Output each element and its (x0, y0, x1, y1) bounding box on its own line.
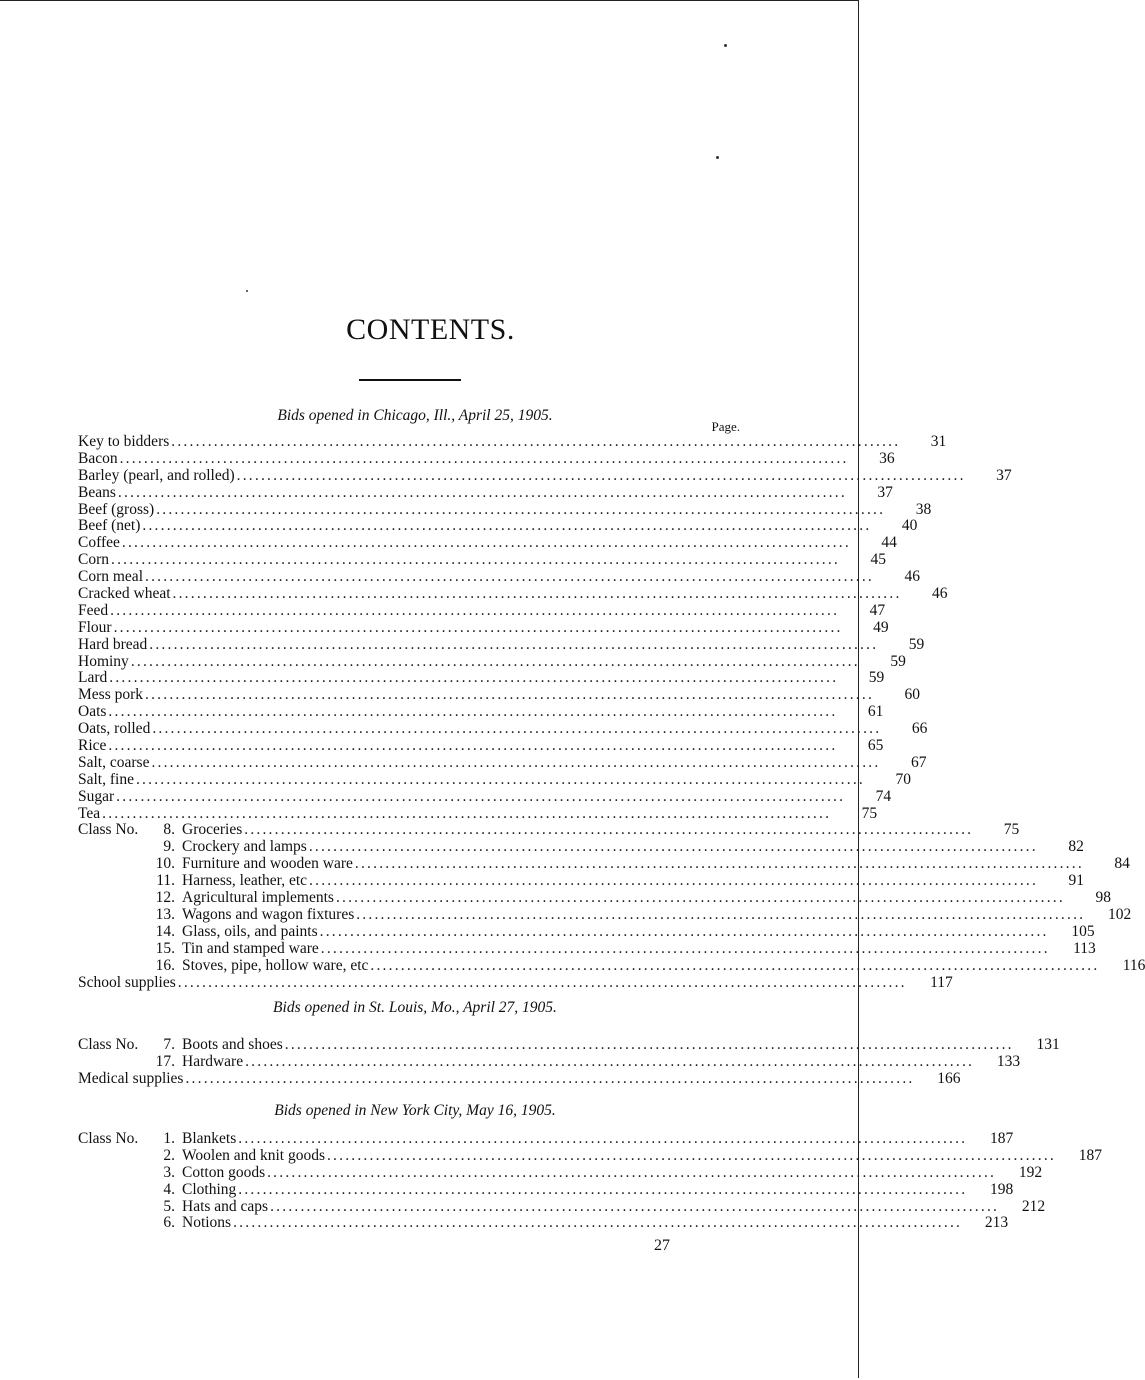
toc-entry (78, 956, 1145, 975)
toc-class-number: 1. (163, 1130, 175, 1147)
dot-leader: ........................................................................................................................ (130, 652, 860, 670)
section-entries-chicago (78, 433, 1145, 991)
toc-entry-page: 60 (904, 686, 921, 704)
toc-entry-label: Sugar (78, 787, 115, 805)
toc-entry-page: 198 (990, 1180, 1014, 1198)
toc-entry-label: Barley (pearl, and rolled) (78, 466, 235, 484)
toc-entry-label: Groceries (182, 821, 243, 839)
toc-entry-page: 36 (879, 449, 895, 467)
toc-class-number: 17. (155, 1052, 175, 1070)
dot-leader: ........................................................................................................................ (238, 1130, 968, 1147)
toc-entry-page: 46 (932, 585, 948, 603)
toc-entry (78, 466, 1012, 485)
dot-leader: ........................................................................................................................ (270, 1197, 1000, 1215)
toc-entry-page: 74 (875, 787, 892, 805)
toc-entry-label: Key to bidders (78, 433, 170, 450)
toc-class-number: 11. (156, 872, 175, 890)
dot-leader: ........................................................................................................................ (245, 1052, 975, 1070)
section-entries-new-york (78, 1130, 1102, 1232)
toc-entry (78, 568, 920, 586)
toc-entry (78, 720, 928, 738)
toc-entry-label: School supplies (78, 973, 176, 991)
dot-leader: ........................................................................................................................ (111, 551, 840, 569)
toc-entry-label: Cracked wheat (78, 585, 171, 603)
toc-entry-label: Oats (78, 703, 107, 721)
dot-leader: ........................................................................................................................ (185, 1069, 915, 1087)
toc-class-prefix: Class No. (78, 1130, 139, 1147)
toc-class-number: 6. (163, 1214, 175, 1232)
dot-leader: ........................................................................................................................ (109, 669, 839, 687)
toc-entry-label: Salt, coarse (78, 753, 150, 771)
toc-class-number: 15. (155, 939, 175, 957)
toc-entry-page: 59 (868, 669, 885, 687)
toc-entry (78, 804, 878, 823)
page-number: 27 (654, 1237, 670, 1254)
section-heading-new-york: Bids opened in New York City, May 16, 1905. (274, 1102, 556, 1119)
dot-leader: ........................................................................................................................ (284, 1036, 1014, 1053)
dot-leader: ........................................................................................................................ (238, 1180, 968, 1198)
toc-entry-page: 59 (890, 652, 906, 670)
toc-class-prefix: Class No. (78, 1036, 139, 1053)
toc-entry-label: Glass, oils, and paints (182, 922, 318, 940)
toc-entry-label: Clothing (182, 1180, 237, 1198)
toc-entry (78, 517, 918, 535)
toc-entry-label: Rice (78, 737, 107, 755)
toc-entry (78, 1069, 961, 1088)
dot-leader: ........................................................................................................................ (117, 483, 847, 501)
toc-entry (78, 872, 1085, 890)
toc-entry (78, 433, 947, 451)
title-rule (359, 379, 461, 381)
dot-leader: ........................................................................................................................ (145, 568, 874, 586)
toc-entry-label: Tin and stamped ware (182, 939, 319, 957)
dot-leader: ........................................................................................................................ (108, 703, 838, 721)
toc-class-number: 10. (155, 855, 175, 873)
toc-entry-label: Salt, fine (78, 770, 134, 788)
toc-entry-label: Beef (net) (78, 517, 141, 535)
toc-entry-page: 166 (937, 1069, 961, 1087)
toc-entry-page: 47 (869, 601, 886, 619)
toc-class-number: 12. (155, 889, 175, 907)
toc-entry-label: Tea (78, 804, 101, 822)
toc-entry-page: 31 (930, 433, 947, 450)
toc-entry (78, 618, 889, 637)
toc-entry-page: 212 (1021, 1197, 1046, 1215)
toc-entry-page: 65 (867, 737, 884, 755)
toc-entry-label: Lard (78, 669, 108, 687)
toc-entry (78, 500, 932, 519)
toc-entry (78, 1163, 1043, 1182)
toc-entry (78, 1130, 1014, 1148)
dot-leader: ........................................................................................................................ (142, 517, 872, 535)
toc-entry (78, 753, 927, 772)
toc-entry-page: 131 (1036, 1036, 1060, 1053)
toc-entry-label: Beef (gross) (78, 500, 155, 518)
toc-entry (78, 889, 1111, 907)
dot-leader: ........................................................................................................................ (102, 804, 832, 822)
dot-leader: ........................................................................................................................ (309, 872, 1039, 890)
toc-entry-page: 37 (877, 483, 893, 501)
toc-entry (78, 1146, 1102, 1165)
dot-leader: ........................................................................................................................ (149, 635, 879, 653)
toc-entry (78, 973, 953, 992)
toc-entry-label: Corn (78, 551, 109, 569)
toc-entry-page: 84 (1114, 855, 1130, 873)
toc-entry (78, 905, 1132, 924)
dot-leader: ........................................................................................................................ (356, 905, 1086, 923)
toc-entry-page: 70 (895, 770, 911, 788)
toc-entry (78, 652, 906, 671)
dot-leader: ........................................................................................................................ (171, 433, 901, 450)
toc-entry-page: 61 (867, 703, 884, 721)
toc-class-number: 2. (163, 1146, 175, 1164)
section-heading-chicago: Bids opened in Chicago, Ill., April 25, 1905. (277, 407, 553, 424)
toc-entry (78, 1214, 1009, 1232)
toc-entry-label: Coffee (78, 534, 120, 552)
toc-entry-page: 46 (904, 568, 920, 586)
toc-entry-label: Oats, rolled (78, 720, 151, 738)
section-heading-st-louis: Bids opened in St. Louis, Mo., April 27, 1905. (273, 999, 557, 1016)
toc-entry-page: 105 (1071, 922, 1095, 940)
toc-entry (78, 483, 893, 502)
toc-entry-page: 49 (873, 618, 889, 636)
toc-entry-label: Furniture and wooden ware (182, 855, 353, 873)
toc-entry-label: Bacon (78, 449, 118, 467)
toc-entry-label: Woolen and knit goods (182, 1146, 325, 1164)
toc-class-number: 8. (163, 821, 175, 839)
dot-leader: ........................................................................................................................ (108, 737, 838, 755)
toc-entry-page: 117 (930, 973, 953, 991)
toc-entry-label: Blankets (182, 1130, 237, 1147)
toc-entry (78, 770, 911, 789)
toc-entry (78, 1180, 1014, 1199)
toc-class-number: 4. (163, 1180, 175, 1198)
toc-entry-page: 38 (915, 500, 932, 518)
toc-entry (78, 669, 885, 687)
toc-entry-label: Crockery and lamps (182, 838, 307, 856)
dot-leader: ........................................................................................................................ (116, 787, 846, 805)
toc-entry (78, 703, 884, 721)
toc-entry-page: 67 (910, 753, 927, 771)
toc-entry-page: 213 (984, 1214, 1009, 1232)
scan-speck (724, 44, 727, 47)
toc-class-number: 3. (163, 1163, 175, 1181)
toc-entry-label: Beans (78, 483, 116, 501)
toc-entry-page: 59 (908, 635, 925, 653)
toc-entry-page: 75 (1003, 821, 1020, 839)
toc-entry-page: 192 (1018, 1163, 1043, 1181)
toc-entry-label: Stoves, pipe, hollow ware, etc (182, 956, 369, 974)
toc-entry-label: Feed (78, 601, 109, 619)
toc-class-prefix: Class No. (78, 821, 139, 839)
dot-leader: ........................................................................................................................ (110, 601, 840, 619)
toc-entry-page: 40 (901, 517, 918, 535)
toc-entry (78, 449, 895, 468)
toc-entry (78, 855, 1130, 873)
toc-entry-page: 91 (1068, 872, 1085, 890)
dot-leader: ........................................................................................................................ (121, 534, 851, 552)
toc-entry (78, 1036, 1060, 1054)
dot-leader: ........................................................................................................................ (135, 770, 865, 788)
toc-entry (78, 1197, 1046, 1216)
toc-entry-label: Harness, leather, etc (182, 872, 308, 890)
toc-entry-page: 45 (870, 551, 886, 569)
toc-entry-label: Agricultural implements (182, 889, 334, 907)
toc-entry-label: Hats and caps (182, 1197, 269, 1215)
dot-leader: ........................................................................................................................ (236, 466, 966, 484)
toc-entry (78, 551, 886, 569)
dot-leader: ........................................................................................................................ (119, 449, 849, 467)
toc-class-number: 9. (163, 838, 175, 856)
dot-leader: ........................................................................................................................ (233, 1214, 963, 1232)
toc-entry (78, 821, 1020, 839)
toc-entry-label: Cotton goods (182, 1163, 266, 1181)
toc-entry-page: 187 (1078, 1146, 1102, 1164)
toc-entry-page: 102 (1107, 905, 1132, 923)
dot-leader: ........................................................................................................................ (319, 922, 1049, 940)
dot-leader: ........................................................................................................................ (152, 720, 882, 738)
toc-entry (78, 534, 897, 552)
toc-entry (78, 922, 1095, 941)
toc-entry (78, 1052, 1021, 1071)
toc-entry-page: 44 (881, 534, 897, 552)
toc-entry (78, 939, 1096, 958)
toc-entry-page: 113 (1073, 939, 1096, 957)
dot-leader: ........................................................................................................................ (308, 838, 1038, 856)
dot-leader: ........................................................................................................................ (267, 1163, 997, 1181)
toc-entry (78, 635, 925, 654)
dot-leader: ........................................................................................................................ (354, 855, 1084, 873)
toc-entry-label: Hardware (182, 1052, 244, 1070)
toc-entry-label: Hominy (78, 652, 129, 670)
toc-entry-label: Wagons and wagon fixtures (182, 905, 355, 923)
toc-entry-label: Mess pork (78, 686, 144, 704)
toc-entry-label: Boots and shoes (182, 1036, 283, 1053)
toc-entry-page: 82 (1068, 838, 1084, 856)
dot-leader: ........................................................................................................................ (156, 500, 886, 518)
toc-entry-label: Hard bread (78, 635, 148, 653)
toc-entry-label: Medical supplies (78, 1069, 184, 1087)
scan-speck (246, 290, 248, 292)
toc-entry-page: 133 (996, 1052, 1021, 1070)
toc-class-number: 5. (163, 1197, 175, 1215)
dot-leader: ........................................................................................................................ (145, 686, 875, 704)
toc-class-number: 7. (163, 1036, 175, 1053)
section-entries-st-louis (78, 1036, 1060, 1088)
dot-leader: ........................................................................................................................ (244, 821, 974, 839)
toc-entry-page: 37 (996, 466, 1012, 484)
toc-entry (78, 686, 921, 704)
toc-entry (78, 601, 886, 620)
dot-leader: ........................................................................................................................ (172, 585, 902, 603)
toc-entry-label: Corn meal (78, 568, 143, 586)
toc-entry-page: 98 (1095, 889, 1111, 907)
toc-class-number: 16. (155, 956, 175, 974)
toc-entry-label: Flour (78, 618, 112, 636)
toc-entry-page: 187 (990, 1130, 1014, 1147)
toc-entry-label: Notions (182, 1214, 232, 1232)
toc-entry (78, 838, 1084, 856)
toc-entry (78, 585, 948, 603)
dot-leader: ........................................................................................................................ (320, 939, 1050, 957)
toc-class-number: 13. (155, 905, 175, 923)
dot-leader: ........................................................................................................................ (326, 1146, 1056, 1164)
dot-leader: ........................................................................................................................ (151, 753, 881, 771)
toc-entry-page: 66 (911, 720, 928, 738)
toc-entry (78, 787, 892, 806)
toc-entry (78, 737, 884, 755)
page-column-header: Page. (711, 419, 740, 434)
dot-leader: ........................................................................................................................ (335, 889, 1065, 907)
dot-leader: ........................................................................................................................ (370, 956, 1100, 974)
toc-class-number: 14. (155, 922, 175, 940)
toc-entry-page: 116 (1122, 956, 1145, 974)
dot-leader: ........................................................................................................................ (113, 618, 843, 636)
scan-speck (716, 156, 719, 159)
page-title: CONTENTS. (346, 313, 515, 346)
toc-entry-page: 75 (861, 804, 878, 822)
dot-leader: ........................................................................................................................ (177, 973, 907, 991)
